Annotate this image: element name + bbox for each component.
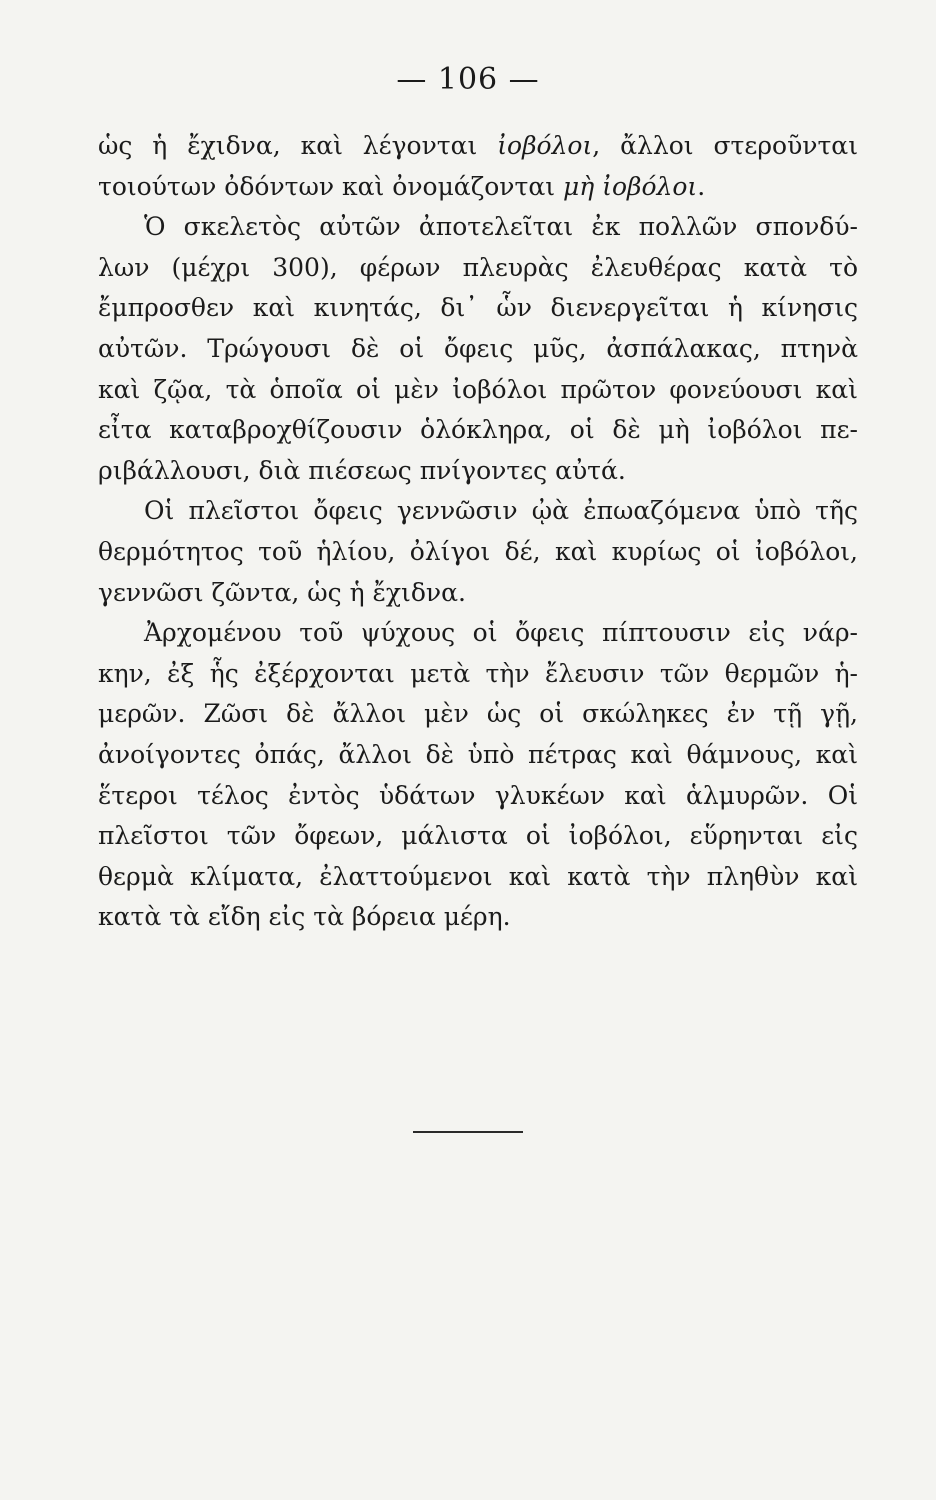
text-line: κην, ἐξ ἧς ἐξέρχονται μετὰ τὴν ἔλευσιν τῶν θερμῶν ἡ-: [98, 658, 858, 688]
text-line: πλεῖστοι τῶν ὄφεων, μάλιστα οἱ ἰοβόλοι, εὕρηνται εἰς: [98, 821, 858, 851]
paragraph-start-line: Ὁ σκελετὸς αὐτῶν ἀποτελεῖται ἐκ πολλῶν σπονδύ-: [144, 212, 858, 242]
text-line: εἶτα καταβροχθίζουσιν ὁλόκληρα, οἱ δὲ μὴ ἰοβόλοι πε-: [98, 415, 858, 445]
text-line: κατὰ τὰ εἴδη εἰς τὰ βόρεια μέρη.: [98, 902, 511, 932]
text-line: μερῶν. Ζῶσι δὲ ἄλλοι μὲν ὡς οἱ σκώληκες ἐν τῇ γῇ,: [98, 699, 858, 729]
text-line: ριβάλλουσι, διὰ πιέσεως πνίγοντες αὐτά.: [98, 455, 626, 485]
text-line: θερμὰ κλίματα, ἐλαττούμενοι καὶ κατὰ τὴν πληθὺν καὶ: [98, 861, 858, 891]
text-line: γεννῶσι ζῶντα, ὡς ἡ ἔχιδνα.: [98, 577, 466, 607]
paragraph-start-line: Ἀρχομένου τοῦ ψύχους οἱ ὄφεις πίπτουσιν εἰς νάρ-: [144, 618, 858, 648]
paragraph-start-line: Οἱ πλεῖστοι ὄφεις γεννῶσιν ᾠὰ ἐπωαζόμενα ὑπὸ τῆς: [144, 496, 858, 526]
text-line: ἕτεροι τέλος ἐντὸς ὑδάτων γλυκέων καὶ ἁλμυρῶν. Οἱ: [98, 780, 858, 810]
text-line: καὶ ζῷα, τὰ ὁποῖα οἱ μὲν ἰοβόλοι πρῶτον φονεύουσι καὶ: [98, 374, 858, 404]
text-line: ὡς ἡ ἔχιδνα, καὶ λέγονται ἰοβόλοι, ἄλλοι στεροῦνται: [98, 131, 858, 160]
page-number: — 106 —: [396, 62, 540, 97]
section-end-rule: [413, 1131, 523, 1133]
text-line: αὐτῶν. Τρώγουσι δὲ οἱ ὄφεις μῦς, ἀσπάλακας, πτηνὰ: [98, 333, 858, 363]
text-line: θερμότητος τοῦ ἡλίου, ὀλίγοι δέ, καὶ κυρίως οἱ ἰοβόλοι,: [98, 536, 858, 566]
text-line: ἀνοίγοντες ὀπάς, ἄλλοι δὲ ὑπὸ πέτρας καὶ θάμνους, καὶ: [98, 739, 858, 769]
body-text: [98, 126, 858, 938]
text-line: ἔμπροσθεν καὶ κινητάς, δι᾽ ὧν διενεργεῖται ἡ κίνησις: [98, 293, 858, 323]
text-line: τοιούτων ὀδόντων καὶ ὀνομάζονται μὴ ἰοβόλοι.: [98, 171, 706, 201]
text-line: λων (μέχρι 300), φέρων πλευρὰς ἐλευθέρας κατὰ τὸ: [98, 252, 858, 282]
